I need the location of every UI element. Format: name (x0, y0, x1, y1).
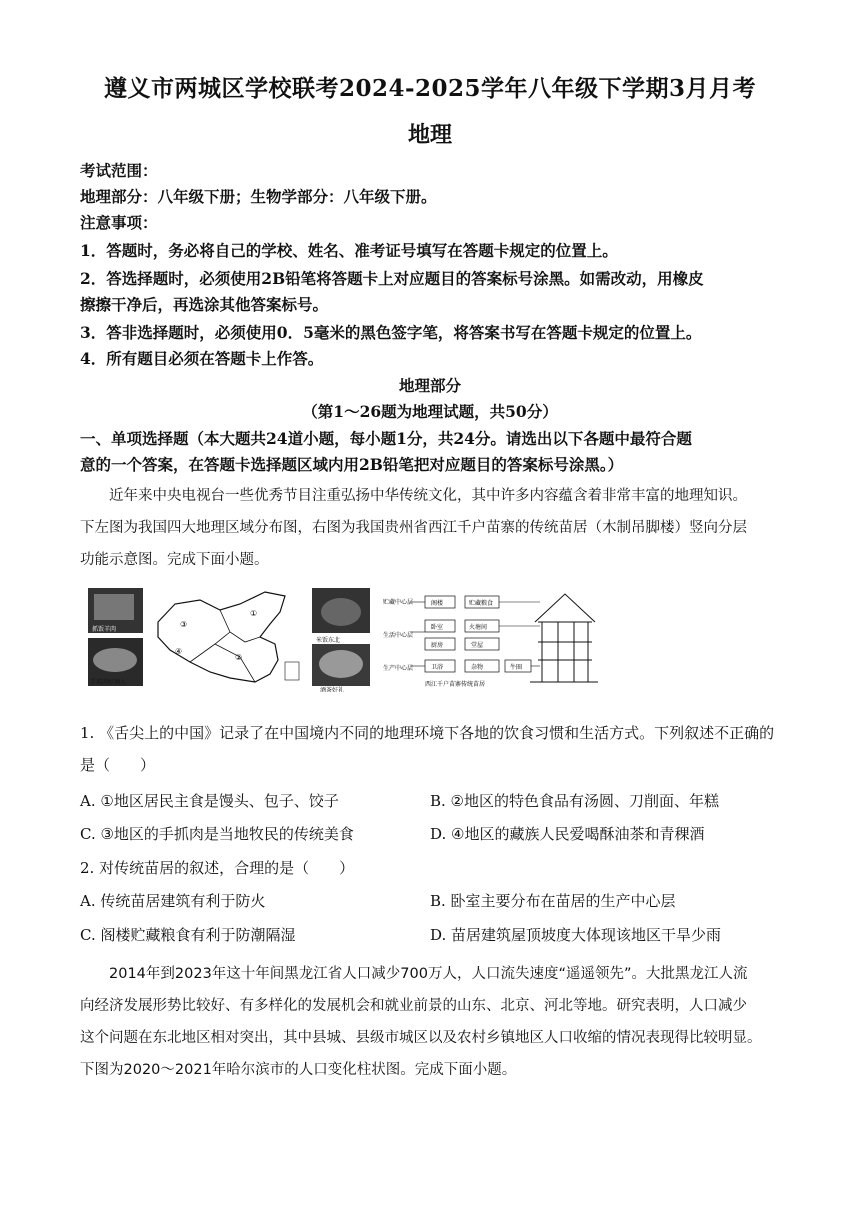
part-title: 地理部分 (398, 376, 461, 395)
q1-option-c: C. ③地区的手抓肉是当地牧民的传统美食 (80, 825, 354, 843)
passage2-line1: 2014年到2023年这十年间黑龙江省人口减少700万人，人口流失速度“遥遥领先”。大批黑龙江人流 (109, 966, 748, 982)
notice-item-3: 3．答非选择题时，必须使用0．5毫米的黑色签字笔，将答案书写在答题卡规定的位置上。 (80, 323, 702, 342)
passage1-line3: 功能示意图。完成下面小题。 (80, 552, 269, 568)
box-grain: 贮藏粮食 (469, 600, 494, 607)
layer-storage: 贮藏中心层 (383, 599, 414, 606)
part-subtitle: （第1～26题为地理试题，共50分） (302, 402, 558, 421)
notice-item-2: 2．答选择题时，必须使用2B铅笔将答题卡上对应题目的答案标号涂黑。如需改动，用橡皮 (80, 269, 704, 288)
box-cattle: 牛圈 (510, 664, 523, 671)
layer-production: 生产中心层 (383, 665, 414, 672)
notice-item-1: 1．答题时，务必将自己的学校、姓名、准考证号填写在答题卡规定的位置上。 (80, 241, 618, 260)
box-hall: 堂屋 (471, 642, 484, 649)
box-attic: 阁楼 (431, 600, 444, 607)
region-mark-3: ③ (180, 620, 188, 629)
region-mark-4: ④ (175, 647, 183, 656)
box-sundries: 杂物 (471, 664, 484, 671)
scope-text: 地理部分：八年级下册；生物学部分：八年级下册。 (80, 187, 437, 206)
photo-label-4: 酒茶好礼 (320, 687, 345, 692)
q1-stem-line2: 是（ ） (80, 756, 156, 774)
notice-item-4: 4．所有题目必须在答题卡上作答。 (80, 349, 324, 368)
photo-label-1: 抓饭羊肉 (92, 626, 117, 633)
q1-option-a: A. ①地区居民主食是馒头、包子、饺子 (80, 792, 339, 810)
notice-label: 注意事项： (80, 213, 158, 232)
region-mark-1: ① (250, 609, 258, 618)
q1-stem-line1: 1. 《舌尖上的中国》记录了在中国境内不同的地理环境下各地的饮食习惯和生活方式。下列叙述不正确的 (80, 724, 775, 742)
china-map-outline (158, 592, 285, 682)
diagram-caption: 西江千户苗寨传统苗居 (425, 681, 486, 688)
q2-option-d: D. 苗居建筑屋顶坡度大体现该地区干旱少雨 (430, 926, 722, 944)
q2-option-b: B. 卧室主要分布在苗居的生产中心层 (430, 892, 676, 910)
box-kitchen: 厨房 (431, 642, 444, 649)
q1-option-b: B. ②地区的特色食品有汤圆、刀削面、年糕 (430, 792, 720, 810)
south-sea-inset (285, 662, 299, 680)
scope-label: 考试范围： (80, 161, 158, 180)
stilt-house-sketch (530, 594, 598, 682)
passage1-line1: 近年来中央电视台一些优秀节目注重弘扬中华传统文化，其中许多内容蕴含着非常丰富的地理知识。 (109, 488, 747, 504)
photo-label-3: 米饭东北 (316, 637, 341, 644)
section-heading-1: 一、单项选择题（本大题共24道小题，每小题1分，共24分。请选出以下各题中最符合题 (80, 429, 692, 448)
q2-option-c: C. 阁楼贮藏粮食有利于防潮隔湿 (80, 926, 296, 944)
passage2-line2: 向经济发展形势比较好、有多样化的发展机会和就业前景的山东、北京、河北等地。研究表明，人口减少 (80, 998, 747, 1014)
notice-item-2-cont: 擦擦干净后，再选涂其他答案标号。 (80, 295, 329, 314)
figure-region-and-miao-house (80, 582, 600, 692)
q2-stem: 2. 对传统苗居的叙述，合理的是（ ） (80, 859, 355, 877)
box-firepit: 火塘间 (469, 624, 488, 631)
box-bath: 卫浴 (431, 664, 444, 671)
passage2-line4: 下图为2020～2021年哈尔滨市的人口变化柱状图。完成下面小题。 (80, 1062, 517, 1078)
q2-option-a: A. 传统苗居建筑有利于防火 (80, 892, 266, 910)
exam-title: 遵义市两城区学校联考2024-2025学年八年级下学期3月月考 (103, 75, 757, 102)
subject-title: 地理 (407, 122, 452, 148)
region-mark-2: ② (235, 653, 243, 662)
photo-label-2: 手抓肉好酒人 (90, 679, 127, 686)
passage2-line3: 这个问题在东北地区相对突出，其中县城、县级市城区以及农村乡镇地区人口收缩的情况表现得比较明显。 (80, 1030, 762, 1046)
layer-living: 生活中心层 (383, 632, 414, 639)
box-bedroom: 卧室 (431, 624, 444, 631)
q1-option-d: D. ④地区的藏族人民爱喝酥油茶和青稞酒 (430, 825, 705, 843)
section-heading-2: 意的一个答案，在答题卡选择题区域内用2B铅笔把对应题目的答案标号涂黑。） (80, 455, 624, 474)
passage1-line2: 下左图为我国四大地理区域分布图，右图为我国贵州省西江千户苗寨的传统苗居（木制吊脚楼）竖向分层 (80, 520, 747, 536)
